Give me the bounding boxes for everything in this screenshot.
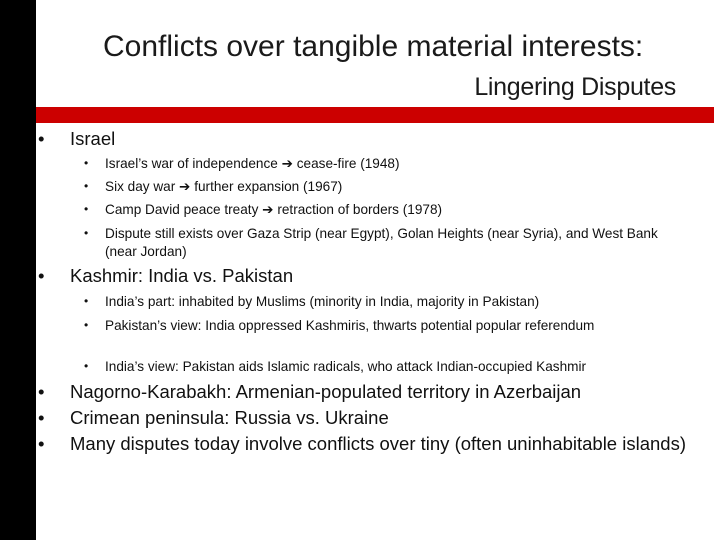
sub-bullet-text: India’s part: inhabited by Muslims (minority in India, majority in Pakistan) [105, 294, 540, 309]
sub-bullet-text: Six day war ➔ further expansion (1967) [105, 179, 343, 194]
bullet-dot: • [38, 128, 45, 149]
sub-bullet-dot: • [84, 202, 89, 216]
left-black-bar [0, 0, 36, 540]
sub-bullet-dot: • [84, 359, 89, 373]
slide-title: Conflicts over tangible material interests: [103, 30, 644, 63]
bullet-text: Many disputes today involve conflicts over tiny (often uninhabitable islands) [70, 433, 686, 454]
bullet-text: Israel [70, 128, 116, 149]
slide-subtitle: Lingering Disputes [474, 73, 676, 101]
sub-bullet-text: Dispute still exists over Gaza Strip (near Egypt), Golan Heights (near Syria), and West Bank (near Jordan) [105, 226, 658, 259]
sub-bullet-dot: • [84, 294, 89, 308]
sub-bullet-text: Camp David peace treaty ➔ retraction of borders (1978) [105, 202, 443, 217]
sub-bullet-dot: • [84, 156, 89, 170]
bullet-dot: • [38, 433, 45, 454]
sub-bullet-dot: • [84, 226, 89, 240]
sub-bullet-text: Israel’s war of independence ➔ cease-fire (1948) [105, 156, 400, 171]
sub-bullet-dot: • [84, 318, 89, 332]
sub-bullet-dot: • [84, 179, 89, 193]
bullet-dot: • [38, 407, 45, 428]
sub-bullet-text: India’s view: Pakistan aids Islamic radicals, who attack Indian-occupied Kashmir [105, 359, 587, 374]
bullet-dot: • [38, 381, 45, 402]
bullet-text: Crimean peninsula: Russia vs. Ukraine [70, 407, 389, 428]
title-divider-rule [36, 107, 714, 123]
bullet-text: Nagorno-Karabakh: Armenian-populated territory in Azerbaijan [70, 381, 582, 402]
bullet-text: Kashmir: India vs. Pakistan [70, 265, 294, 286]
bullet-dot: • [38, 265, 45, 286]
sub-bullet-text: Pakistan’s view: India oppressed Kashmiris, thwarts potential popular referendum [105, 318, 595, 333]
